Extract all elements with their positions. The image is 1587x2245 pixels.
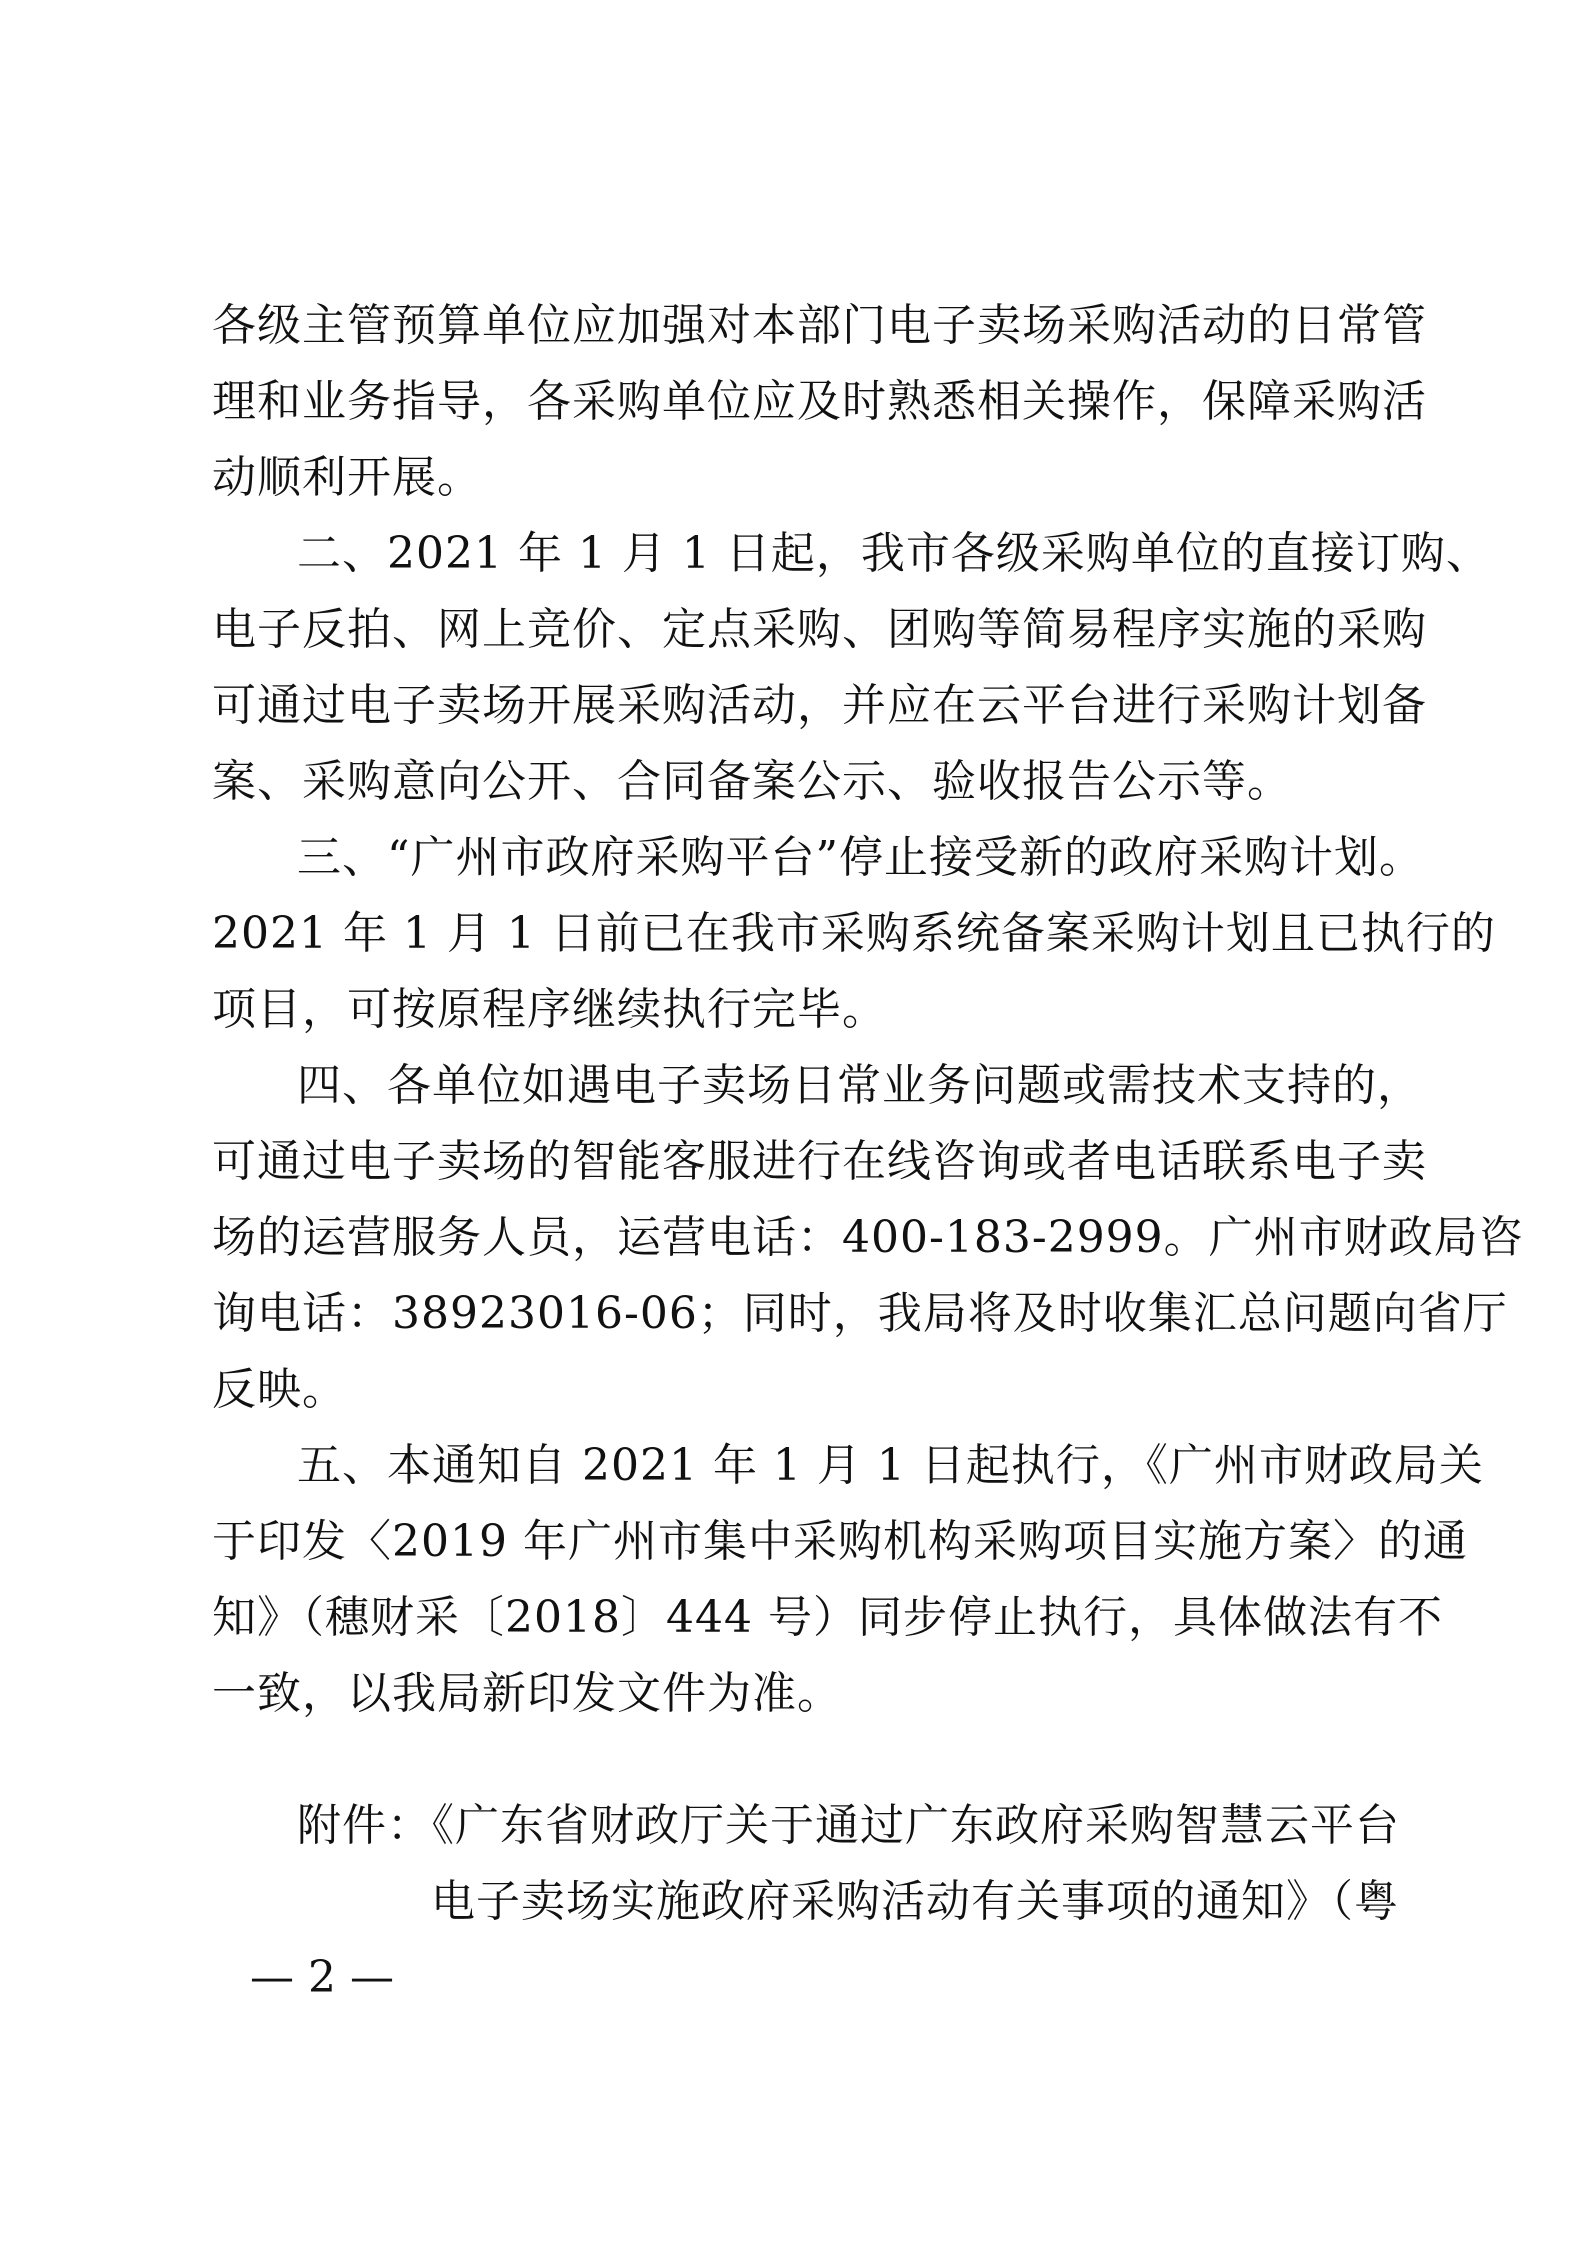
paragraph-2-line-3: 可通过电子卖场开展采购活动，并应在云平台进行采购计划备: [212, 680, 1427, 731]
paragraph-2-line-1: 二、2021 年 1 月 1 日起，我市各级采购单位的直接订购、: [297, 528, 1491, 579]
page-number: — 2 —: [250, 1952, 394, 2003]
paragraph-1-line-2: 理和业务指导，各采购单位应及时熟悉相关操作，保障采购活: [212, 376, 1427, 427]
paragraph-1-line-3: 动顺利开展。: [212, 452, 482, 503]
paragraph-4-line-4: 询电话：38923016-06；同时，我局将及时收集汇总问题向省厅: [212, 1288, 1508, 1339]
paragraph-5-line-1: 五、本通知自 2021 年 1 月 1 日起执行，《广州市财政局关: [297, 1440, 1484, 1491]
paragraph-4-line-2: 可通过电子卖场的智能客服进行在线咨询或者电话联系电子卖: [212, 1136, 1427, 1187]
paragraph-2-line-4: 案、采购意向公开、合同备案公示、验收报告公示等。: [212, 756, 1292, 807]
paragraph-4-line-3: 场的运营服务人员，运营电话：400-183-2999。广州市财政局咨: [212, 1212, 1524, 1263]
paragraph-4-line-1: 四、各单位如遇电子卖场日常业务问题或需技术支持的，: [297, 1060, 1422, 1111]
paragraph-5-line-2: 于印发〈2019 年广州市集中采购机构采购项目实施方案〉的通: [212, 1516, 1468, 1567]
paragraph-1-line-1: 各级主管预算单位应加强对本部门电子卖场采购活动的日常管: [212, 300, 1427, 351]
paragraph-5-line-4: 一致，以我局新印发文件为准。: [212, 1668, 842, 1719]
paragraph-4-line-5: 反映。: [212, 1364, 347, 1415]
attachment-line-2: 电子卖场实施政府采购活动有关事项的通知》（粤: [431, 1876, 1399, 1927]
attachment-line-1: 附件：《广东省财政厅关于通过广东政府采购智慧云平台: [297, 1800, 1400, 1851]
paragraph-3-line-1: 三、“广州市政府采购平台”停止接受新的政府采购计划。: [297, 832, 1424, 883]
paragraph-3-line-3: 项目，可按原程序继续执行完毕。: [212, 984, 887, 1035]
paragraph-3-line-2: 2021 年 1 月 1 日前已在我市采购系统备案采购计划且已执行的: [212, 908, 1496, 959]
paragraph-5-line-3: 知》（穗财采〔2018〕444 号）同步停止执行，具体做法有不: [212, 1592, 1443, 1643]
paragraph-2-line-2: 电子反拍、网上竞价、定点采购、团购等简易程序实施的采购: [212, 604, 1427, 655]
